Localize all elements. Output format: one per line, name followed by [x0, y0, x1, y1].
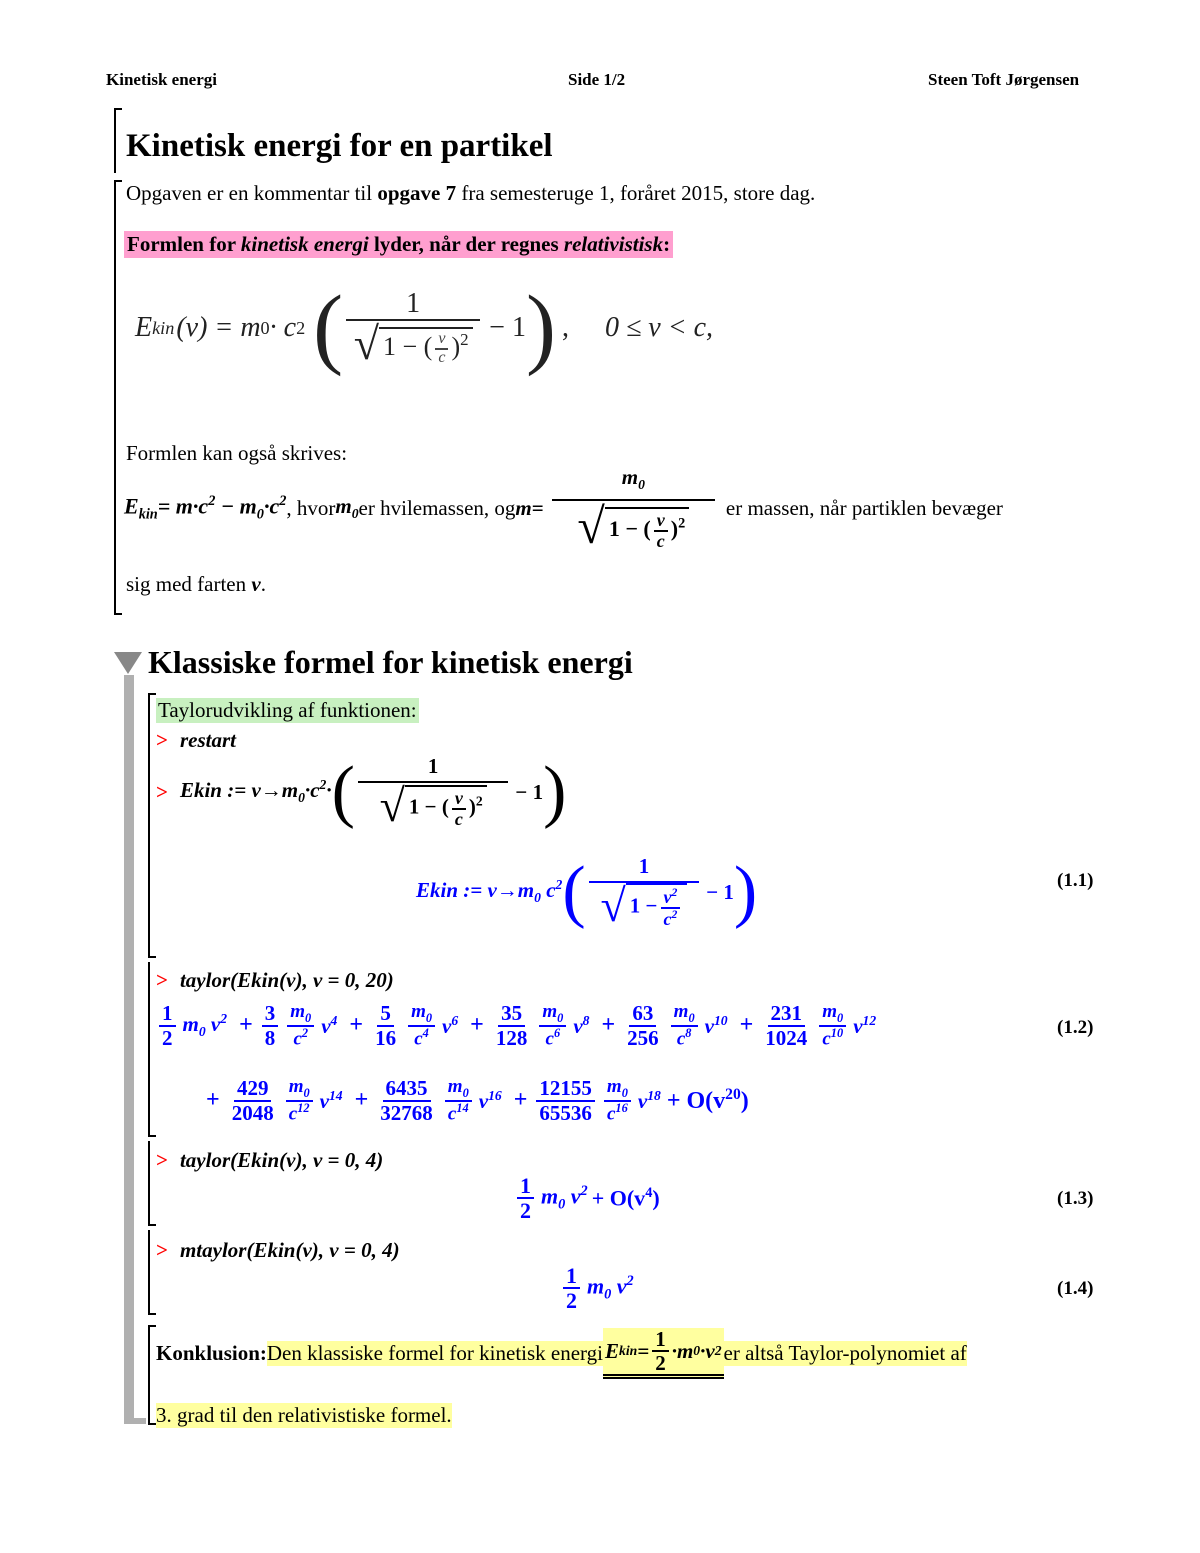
- term-coef: $\frac{5}{16}$: [375, 1001, 397, 1050]
- term-v: $v^4$: [321, 1012, 338, 1038]
- term-mass-ratio: $\frac{m_0}{c^{16}}$: [604, 1077, 631, 1124]
- term-sign: +: [349, 1012, 364, 1038]
- term-coef: $\frac{1}{2}$: [159, 1002, 176, 1048]
- restart-command[interactable]: [156, 728, 236, 753]
- alt-post: er massen, når partiklen bevæger: [725, 495, 1003, 520]
- left-paren-icon: (: [331, 753, 355, 831]
- collapse-triangle-icon[interactable]: [114, 652, 142, 674]
- alt-fraction: [552, 465, 715, 554]
- header-center: Side 1/2: [568, 70, 626, 89]
- taylor20-command[interactable]: [156, 968, 394, 993]
- output-1-2-line1: [156, 1002, 882, 1049]
- alt-formula-line: [124, 465, 1003, 554]
- section-collapse-bar[interactable]: [124, 675, 134, 1420]
- series-term: [343, 1002, 458, 1049]
- left-paren-icon: (: [562, 853, 586, 931]
- term-v: $v^8$: [573, 1012, 590, 1038]
- sqrt-icon: √ 1 − ( $\frac{v}{c}$ )$^2$: [354, 321, 473, 367]
- term-coef: $\frac{231}{1024}$: [765, 1001, 808, 1050]
- taylor4-command[interactable]: [156, 1148, 383, 1173]
- term-mass-ratio: $\frac{m_0}{c^{12}}$: [286, 1077, 313, 1124]
- term-v: $v^{10}$: [704, 1012, 728, 1038]
- formula-minus-one: − 1: [489, 312, 526, 343]
- alt-ekin: $E_{kin}= m\cdot c^2 - m_0\cdot c^2$: [124, 492, 287, 523]
- term-sign: +: [206, 1087, 220, 1113]
- frac-v: v: [435, 331, 448, 350]
- bracket-tick: [148, 1313, 156, 1315]
- bracket-tick: [114, 180, 122, 182]
- conclusion-text: Den klassiske formel for kinetisk energi: [266, 1341, 604, 1366]
- formula-sub: kin: [152, 317, 175, 338]
- bracket-tick: [148, 1135, 156, 1137]
- equation-number: (1.3): [1057, 1188, 1094, 1209]
- series-term: [200, 1077, 343, 1124]
- section-bracket: [114, 108, 116, 173]
- bracket-tick: [148, 693, 156, 695]
- series-term: [233, 1002, 337, 1049]
- cmd-ekin-text[interactable]: Ekin := $v\to m_0\cdot c^2\cdot$: [179, 777, 332, 806]
- frac-num: 1: [346, 289, 480, 320]
- term-mass-ratio: $\frac{m_0}{c^4}$: [408, 1002, 435, 1049]
- term-mass-ratio: $\frac{m_0}{c^6}$: [539, 1002, 566, 1049]
- out-fraction: 1 √ 1 − $\frac{v^2}{c^2}$: [589, 855, 700, 929]
- cmd-text[interactable]: mtaylor(Ekin(v), v = 0, 4): [179, 1238, 400, 1262]
- alt-hvile: er hvilemassen, og: [358, 495, 516, 520]
- intro-bold: opgave 7: [377, 181, 457, 205]
- formula-sub: 0: [260, 317, 270, 338]
- header-left: Kinetisk energi: [106, 70, 217, 89]
- series-term: [508, 1077, 661, 1124]
- right-paren-icon: ): [733, 853, 758, 931]
- alt-m0: $m_0$: [335, 494, 359, 522]
- term-coef: $\frac{6435}{32768}$: [380, 1076, 433, 1125]
- formula-fraction: [346, 288, 480, 369]
- cmd-text[interactable]: taylor(Ekin(v), v = 0, 4): [179, 1148, 384, 1172]
- term-coef: $\frac{3}{8}$: [262, 1002, 279, 1048]
- bracket-tick: [148, 956, 156, 958]
- alt-line2: sig med farten v.: [126, 572, 266, 596]
- mtaylor-command[interactable]: [156, 1238, 400, 1263]
- series-term: [464, 1002, 589, 1049]
- term-sign: +: [739, 1012, 754, 1038]
- bracket-tick: [114, 613, 122, 615]
- heading-text: :: [663, 232, 671, 256]
- conclusion-label: Konklusion:: [156, 1341, 267, 1366]
- alt-den: √ 1 − ( $\frac{v}{c}$ )$^2$: [574, 501, 692, 551]
- term-v: $v^{12}$: [853, 1012, 877, 1038]
- output-1-3: $\frac{1}{2}$ $m_0$ $v^2$ + $O(v^4)$: [514, 1174, 660, 1222]
- heading-text: Formlen for: [127, 232, 241, 256]
- section-title: Kinetisk energi for en partikel: [126, 128, 553, 164]
- cmd-fraction: 1 √ 1 − ( $\frac{v}{c}$ )$^2$: [358, 755, 509, 829]
- heading-italic: relativistisk: [563, 232, 664, 256]
- term-sign: +: [513, 1087, 528, 1113]
- bracket-tick: [148, 1325, 156, 1327]
- header-right: Steen Toft Jørgensen: [928, 70, 1080, 89]
- frac-den: [351, 317, 476, 369]
- section-title: Klassiske formel for kinetisk energi: [148, 644, 633, 680]
- root-inner: 1 − (: [383, 331, 433, 361]
- right-paren-icon: ): [543, 753, 567, 831]
- exec-bracket: [148, 1141, 150, 1226]
- bracket-tick: [148, 1423, 156, 1425]
- out-ekin: Ekin := $v\to m_0$ $c^2$: [416, 877, 563, 906]
- formula-heading: [124, 231, 673, 258]
- alt-intro: Formlen kan også skrives:: [126, 441, 348, 465]
- right-paren-icon: ): [525, 278, 556, 377]
- formula-c: · c: [269, 312, 297, 343]
- term-v: $v^{16}$: [478, 1087, 502, 1113]
- cmd-text[interactable]: restart: [179, 728, 236, 752]
- conclusion-text-2: 3. grad til den relativistiske formel.: [156, 1403, 452, 1427]
- text-bracket: [114, 180, 116, 615]
- term-coef: $\frac{429}{2048}$: [231, 1076, 274, 1125]
- alt-m: m: [515, 495, 532, 520]
- exec-bracket: [148, 693, 150, 958]
- series-term: [349, 1077, 502, 1124]
- cmd-minus: − 1: [515, 779, 544, 804]
- formula-arg: (v) = m: [176, 312, 261, 343]
- relativistic-formula: [135, 278, 714, 377]
- heading-text: lyder, når der regnes: [368, 232, 564, 256]
- term-coef: $\frac{35}{128}$: [495, 1001, 528, 1050]
- intro-text-end: fra semesteruge 1, foråret 2015, store dag.: [456, 181, 816, 205]
- conclusion: [156, 1328, 967, 1379]
- root-close: ): [451, 331, 461, 361]
- term-sign: +: [354, 1087, 369, 1113]
- prompt-icon: >: [156, 728, 168, 752]
- term-coef: $\frac{12155}{65536}$: [536, 1077, 595, 1123]
- heading-italic: kinetisk energi: [240, 232, 369, 256]
- bracket-tick: [114, 108, 122, 110]
- term-v: $v^{18}$: [637, 1087, 661, 1113]
- term-mass-ratio: $\frac{m_0}{c^8}$: [671, 1002, 698, 1049]
- alt-num: $m_0$: [552, 466, 715, 501]
- output-1-4: $\frac{1}{2}$ $m_0$ $v^2$: [560, 1264, 634, 1312]
- left-paren-icon: (: [313, 278, 344, 377]
- prompt-icon: >: [156, 779, 168, 804]
- ekin-command[interactable]: [156, 753, 567, 832]
- term-sign: +: [601, 1012, 616, 1038]
- exec-bracket: [148, 1230, 150, 1315]
- root-sup: 2: [460, 330, 469, 350]
- output-1-1: [416, 853, 758, 932]
- formula-range: 0 ≤ v < c,: [604, 312, 714, 343]
- term-mass-ratio: $\frac{m_0}{c^{10}}$: [819, 1002, 846, 1049]
- conclusion-text: er altså Taylor-polynomiet af: [723, 1341, 967, 1366]
- term-v: $v^{14}$: [319, 1087, 343, 1113]
- prompt-icon: >: [156, 1148, 168, 1172]
- cmd-text[interactable]: taylor(Ekin(v), v = 0, 20): [179, 968, 394, 992]
- exec-bracket: [148, 962, 150, 1137]
- series-term: [156, 1002, 227, 1048]
- out-minus: − 1: [706, 879, 734, 904]
- equation-number: (1.1): [1057, 870, 1094, 891]
- series-order-term: + $O(v^{20})$: [666, 1086, 749, 1114]
- section-collapse-foot: [124, 1418, 146, 1424]
- bracket-tick: [148, 1224, 156, 1226]
- conclusion-formula: E kin = $\frac{1}{2}$ ·m 0 ·v 2: [603, 1328, 724, 1379]
- term-v: $v^6$: [442, 1012, 459, 1038]
- alt-eq: =: [531, 495, 544, 520]
- term-coef: $\frac{63}{256}$: [627, 1001, 659, 1050]
- series-term: [734, 1002, 877, 1049]
- formula-sup: 2: [296, 317, 306, 338]
- taylor-label: Taylorudvikling af funktionen:: [158, 698, 417, 722]
- series-term: [595, 1002, 727, 1049]
- term-mv: $m_0$ $v^2$: [182, 1010, 228, 1040]
- conclusion-bracket: [148, 1325, 150, 1425]
- formula-comma: ,: [561, 312, 569, 343]
- intro-paragraph: [126, 181, 815, 206]
- equation-number: (1.4): [1057, 1278, 1094, 1299]
- alt-hvor: , hvor: [286, 495, 336, 520]
- output-1-2-line2: [200, 1077, 749, 1124]
- equation-number: (1.2): [1057, 1017, 1094, 1038]
- formula-e: E: [135, 312, 153, 343]
- term-mass-ratio: $\frac{m_0}{c^2}$: [287, 1002, 314, 1049]
- term-sign: +: [239, 1012, 253, 1038]
- prompt-icon: >: [156, 1238, 168, 1262]
- term-mass-ratio: $\frac{m_0}{c^{14}}$: [445, 1077, 472, 1124]
- intro-text: Opgaven er en kommentar til: [126, 181, 378, 205]
- frac-c: c: [438, 348, 446, 366]
- term-sign: +: [470, 1012, 484, 1038]
- prompt-icon: >: [156, 968, 168, 992]
